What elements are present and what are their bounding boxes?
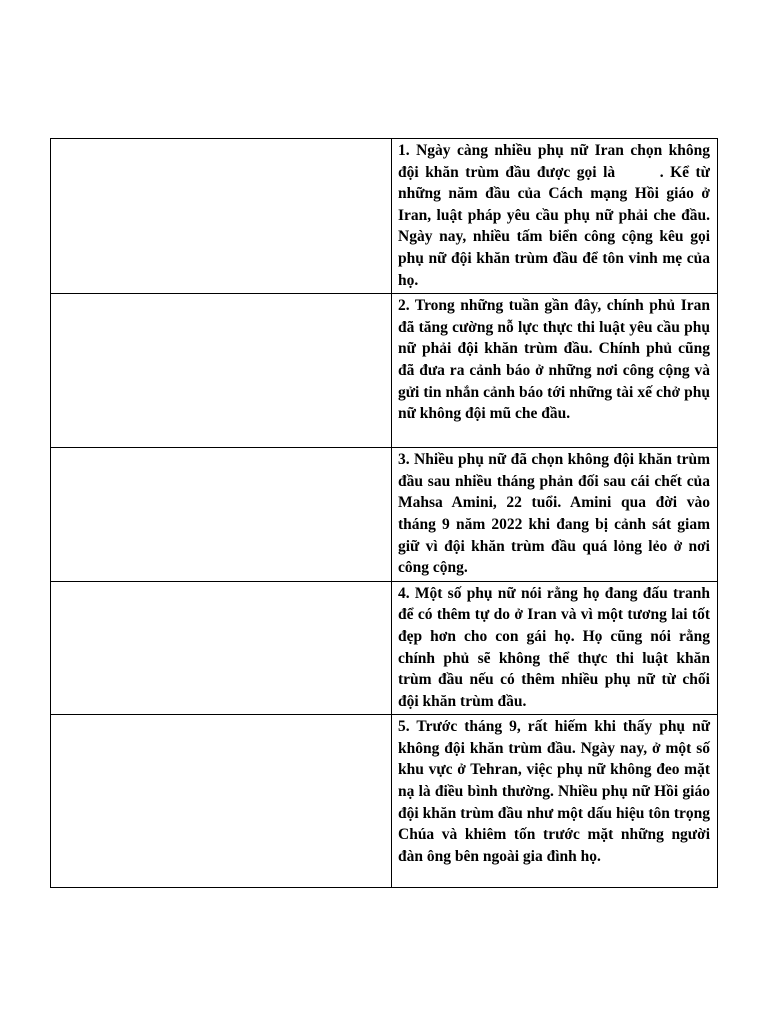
table-row bbox=[51, 715, 718, 888]
answer-cell bbox=[51, 139, 392, 294]
table-row bbox=[51, 294, 718, 448]
answer-cell bbox=[51, 715, 392, 888]
passage-cell bbox=[392, 139, 718, 294]
answer-cell bbox=[51, 581, 392, 715]
passage-text-part1: Ngày càng nhiều phụ nữ Iran chọn không đội khăn trùm đầu được gọi là bbox=[398, 142, 710, 181]
passage-text bbox=[392, 582, 717, 715]
passage-cell bbox=[392, 715, 718, 888]
answer-cell bbox=[51, 448, 392, 582]
table-row bbox=[51, 139, 718, 294]
passage-body: Nhiều phụ nữ đã chọn không đội khăn trùm đầu sau nhiều tháng phản đối sau cái chết của Mahsa Amini, 22 tuổi. Amini qua đời vào tháng 9 năm 2022 khi đang bị cảnh sát giam giữ vì đội khăn trùm đầu quá lỏng lẻo ở nơi công cộng. bbox=[398, 451, 710, 577]
passage-text bbox=[392, 715, 717, 869]
passage-cell bbox=[392, 294, 718, 448]
passage-text bbox=[392, 448, 717, 581]
passage-number: 5. bbox=[398, 718, 410, 736]
passage-cell bbox=[392, 448, 718, 582]
passage-text-part2: . Kể từ những năm đầu của Cách mạng Hồi giáo ở Iran, luật pháp yêu cầu phụ nữ phải che đầu. Ngày nay, nhiều tấm biển công cộng kêu gọi phụ nữ đội khăn trùm đầu để tôn vinh mẹ của họ. bbox=[398, 163, 710, 289]
passage-cell bbox=[392, 581, 718, 715]
passage-body: Một số phụ nữ nói rằng họ đang đấu tranh để có thêm tự do ở Iran và vì một tương lai tốt đẹp hơn cho con gái họ. Họ cũng nói rằng chính phủ sẽ không thể thực thi luật khăn trùm đầu nếu có thêm nhiều phụ nữ từ chối đội khăn trùm đầu. bbox=[398, 584, 710, 710]
exercise-table bbox=[50, 138, 718, 888]
answer-cell bbox=[51, 294, 392, 448]
passage-number: 3. bbox=[398, 451, 410, 469]
passage-number: 2. bbox=[398, 297, 410, 315]
passage-text bbox=[392, 139, 717, 293]
passage-text bbox=[392, 294, 717, 427]
table-row bbox=[51, 448, 718, 582]
passage-number: 4. bbox=[398, 584, 410, 602]
passage-number: 1. bbox=[398, 142, 410, 159]
passage-body: Trước tháng 9, rất hiếm khi thấy phụ nữ không đội khăn trùm đầu. Ngày nay, ở một số khu vực ở Tehran, việc phụ nữ không đeo mặt nạ là điều bình thường. Nhiều phụ nữ Hồi giáo đội khăn trùm đầu như một dấu hiệu tôn trọng Chúa và khiêm tốn trước mặt những người đàn ông bên ngoài gia đình họ. bbox=[398, 718, 710, 865]
passage-body: Trong những tuần gần đây, chính phủ Iran đã tăng cường nỗ lực thực thi luật yêu cầu phụ nữ phải đội khăn trùm đầu. Chính phủ cũng đã đưa ra cảnh báo ở những nơi công cộng và gửi tin nhắn cảnh báo tới những tài xế chở phụ nữ không đội mũ che đầu. bbox=[398, 297, 710, 423]
table-row bbox=[51, 581, 718, 715]
